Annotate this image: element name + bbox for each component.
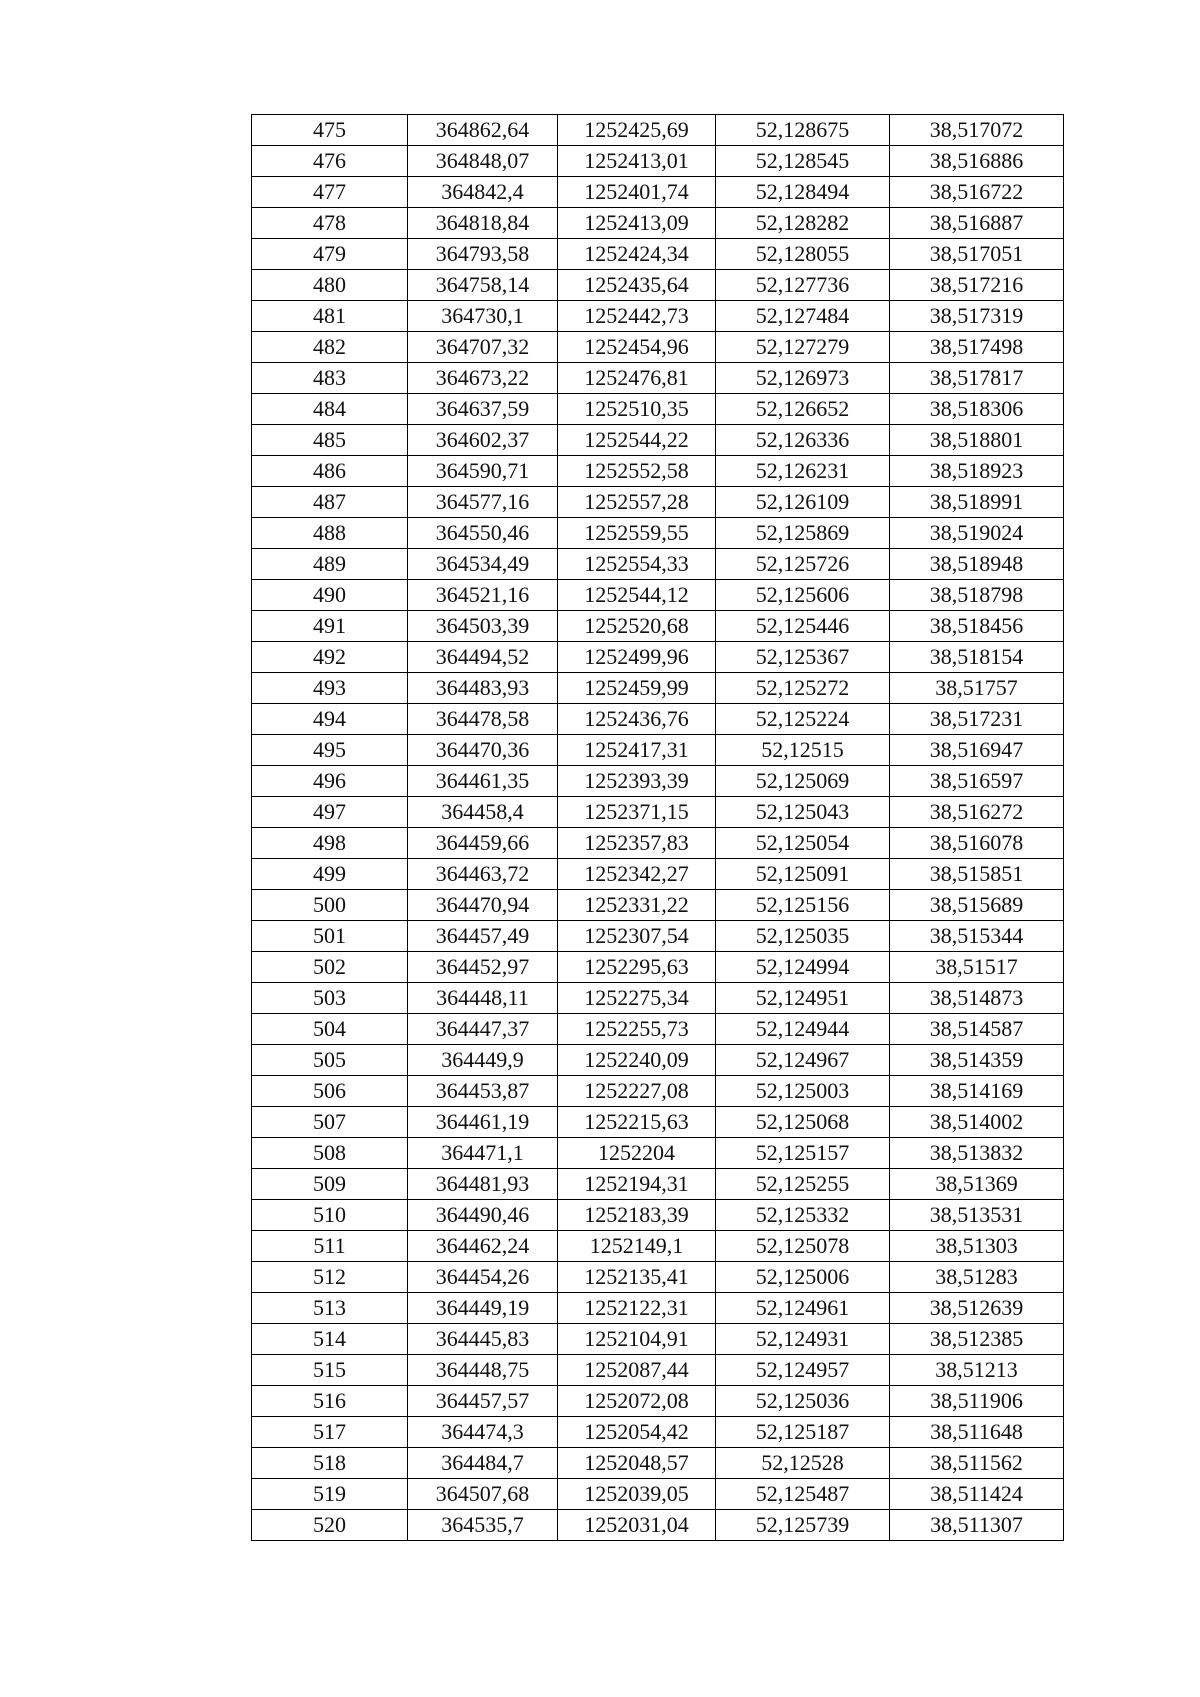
table-row	[252, 239, 1064, 270]
point-number-cell: 509	[252, 1169, 408, 1200]
x-coordinate-cell: 364470,36	[408, 735, 558, 766]
x-coordinate-cell: 364461,19	[408, 1107, 558, 1138]
latitude-cell: 52,125043	[716, 797, 890, 828]
latitude-cell: 52,125069	[716, 766, 890, 797]
point-number-cell: 497	[252, 797, 408, 828]
y-coordinate-cell: 1252393,39	[558, 766, 716, 797]
point-number-cell: 513	[252, 1293, 408, 1324]
y-coordinate-cell: 1252031,04	[558, 1510, 716, 1541]
latitude-cell: 52,126652	[716, 394, 890, 425]
table-row	[252, 859, 1064, 890]
longitude-cell: 38,518948	[890, 549, 1064, 580]
longitude-cell: 38,517817	[890, 363, 1064, 394]
longitude-cell: 38,518923	[890, 456, 1064, 487]
x-coordinate-cell: 364494,52	[408, 642, 558, 673]
x-coordinate-cell: 364458,4	[408, 797, 558, 828]
latitude-cell: 52,125367	[716, 642, 890, 673]
x-coordinate-cell: 364862,64	[408, 115, 558, 146]
y-coordinate-cell: 1252436,76	[558, 704, 716, 735]
table-row	[252, 1169, 1064, 1200]
table-row	[252, 115, 1064, 146]
latitude-cell: 52,125869	[716, 518, 890, 549]
longitude-cell: 38,512639	[890, 1293, 1064, 1324]
y-coordinate-cell: 1252204	[558, 1138, 716, 1169]
latitude-cell: 52,12528	[716, 1448, 890, 1479]
x-coordinate-cell: 364730,1	[408, 301, 558, 332]
point-number-cell: 489	[252, 549, 408, 580]
y-coordinate-cell: 1252357,83	[558, 828, 716, 859]
longitude-cell: 38,516272	[890, 797, 1064, 828]
table-row	[252, 704, 1064, 735]
table-row	[252, 921, 1064, 952]
point-number-cell: 482	[252, 332, 408, 363]
longitude-cell: 38,516597	[890, 766, 1064, 797]
point-number-cell: 496	[252, 766, 408, 797]
x-coordinate-cell: 364848,07	[408, 146, 558, 177]
table-row	[252, 611, 1064, 642]
y-coordinate-cell: 1252054,42	[558, 1417, 716, 1448]
table-row	[252, 301, 1064, 332]
table-row	[252, 890, 1064, 921]
x-coordinate-cell: 364462,24	[408, 1231, 558, 1262]
latitude-cell: 52,126336	[716, 425, 890, 456]
table-row	[252, 797, 1064, 828]
x-coordinate-cell: 364602,37	[408, 425, 558, 456]
point-number-cell: 484	[252, 394, 408, 425]
x-coordinate-cell: 364453,87	[408, 1076, 558, 1107]
latitude-cell: 52,124931	[716, 1324, 890, 1355]
y-coordinate-cell: 1252307,54	[558, 921, 716, 952]
x-coordinate-cell: 364449,19	[408, 1293, 558, 1324]
longitude-cell: 38,518798	[890, 580, 1064, 611]
table-row	[252, 1417, 1064, 1448]
longitude-cell: 38,51213	[890, 1355, 1064, 1386]
latitude-cell: 52,125446	[716, 611, 890, 642]
point-number-cell: 507	[252, 1107, 408, 1138]
latitude-cell: 52,127736	[716, 270, 890, 301]
longitude-cell: 38,516947	[890, 735, 1064, 766]
table-row	[252, 549, 1064, 580]
longitude-cell: 38,514359	[890, 1045, 1064, 1076]
x-coordinate-cell: 364445,83	[408, 1324, 558, 1355]
table-row	[252, 177, 1064, 208]
longitude-cell: 38,513531	[890, 1200, 1064, 1231]
x-coordinate-cell: 364507,68	[408, 1479, 558, 1510]
longitude-cell: 38,516722	[890, 177, 1064, 208]
table-row	[252, 425, 1064, 456]
latitude-cell: 52,127484	[716, 301, 890, 332]
y-coordinate-cell: 1252417,31	[558, 735, 716, 766]
latitude-cell: 52,125224	[716, 704, 890, 735]
x-coordinate-cell: 364590,71	[408, 456, 558, 487]
point-number-cell: 503	[252, 983, 408, 1014]
y-coordinate-cell: 1252122,31	[558, 1293, 716, 1324]
table-row	[252, 146, 1064, 177]
table-row	[252, 363, 1064, 394]
table-row	[252, 1014, 1064, 1045]
y-coordinate-cell: 1252544,12	[558, 580, 716, 611]
table-row	[252, 983, 1064, 1014]
table-row	[252, 828, 1064, 859]
point-number-cell: 490	[252, 580, 408, 611]
point-number-cell: 516	[252, 1386, 408, 1417]
table-body	[252, 115, 1064, 1541]
longitude-cell: 38,518801	[890, 425, 1064, 456]
y-coordinate-cell: 1252039,05	[558, 1479, 716, 1510]
longitude-cell: 38,514002	[890, 1107, 1064, 1138]
table-row	[252, 1045, 1064, 1076]
y-coordinate-cell: 1252048,57	[558, 1448, 716, 1479]
x-coordinate-cell: 364478,58	[408, 704, 558, 735]
latitude-cell: 52,12515	[716, 735, 890, 766]
latitude-cell: 52,125487	[716, 1479, 890, 1510]
longitude-cell: 38,511562	[890, 1448, 1064, 1479]
y-coordinate-cell: 1252499,96	[558, 642, 716, 673]
x-coordinate-cell: 364457,57	[408, 1386, 558, 1417]
longitude-cell: 38,511906	[890, 1386, 1064, 1417]
point-number-cell: 519	[252, 1479, 408, 1510]
point-number-cell: 492	[252, 642, 408, 673]
x-coordinate-cell: 364842,4	[408, 177, 558, 208]
table-row	[252, 1107, 1064, 1138]
point-number-cell: 498	[252, 828, 408, 859]
x-coordinate-cell: 364503,39	[408, 611, 558, 642]
latitude-cell: 52,128545	[716, 146, 890, 177]
point-number-cell: 515	[252, 1355, 408, 1386]
point-number-cell: 487	[252, 487, 408, 518]
y-coordinate-cell: 1252435,64	[558, 270, 716, 301]
x-coordinate-cell: 364481,93	[408, 1169, 558, 1200]
longitude-cell: 38,516078	[890, 828, 1064, 859]
y-coordinate-cell: 1252227,08	[558, 1076, 716, 1107]
longitude-cell: 38,519024	[890, 518, 1064, 549]
longitude-cell: 38,518991	[890, 487, 1064, 518]
x-coordinate-cell: 364452,97	[408, 952, 558, 983]
table-row	[252, 1262, 1064, 1293]
longitude-cell: 38,518306	[890, 394, 1064, 425]
table-row	[252, 735, 1064, 766]
table-row	[252, 1231, 1064, 1262]
latitude-cell: 52,125157	[716, 1138, 890, 1169]
table-row	[252, 394, 1064, 425]
table-row	[252, 1200, 1064, 1231]
latitude-cell: 52,125272	[716, 673, 890, 704]
point-number-cell: 520	[252, 1510, 408, 1541]
y-coordinate-cell: 1252554,33	[558, 549, 716, 580]
point-number-cell: 483	[252, 363, 408, 394]
longitude-cell: 38,515851	[890, 859, 1064, 890]
table-row	[252, 1386, 1064, 1417]
x-coordinate-cell: 364463,72	[408, 859, 558, 890]
latitude-cell: 52,125187	[716, 1417, 890, 1448]
point-number-cell: 495	[252, 735, 408, 766]
point-number-cell: 504	[252, 1014, 408, 1045]
latitude-cell: 52,124994	[716, 952, 890, 983]
longitude-cell: 38,518456	[890, 611, 1064, 642]
latitude-cell: 52,126973	[716, 363, 890, 394]
longitude-cell: 38,514873	[890, 983, 1064, 1014]
latitude-cell: 52,128494	[716, 177, 890, 208]
y-coordinate-cell: 1252459,99	[558, 673, 716, 704]
y-coordinate-cell: 1252552,58	[558, 456, 716, 487]
point-number-cell: 505	[252, 1045, 408, 1076]
table-row	[252, 1324, 1064, 1355]
point-number-cell: 479	[252, 239, 408, 270]
longitude-cell: 38,517231	[890, 704, 1064, 735]
longitude-cell: 38,513832	[890, 1138, 1064, 1169]
point-number-cell: 481	[252, 301, 408, 332]
latitude-cell: 52,125332	[716, 1200, 890, 1231]
x-coordinate-cell: 364577,16	[408, 487, 558, 518]
longitude-cell: 38,511648	[890, 1417, 1064, 1448]
y-coordinate-cell: 1252194,31	[558, 1169, 716, 1200]
latitude-cell: 52,128675	[716, 115, 890, 146]
latitude-cell: 52,125156	[716, 890, 890, 921]
latitude-cell: 52,125036	[716, 1386, 890, 1417]
latitude-cell: 52,125726	[716, 549, 890, 580]
longitude-cell: 38,512385	[890, 1324, 1064, 1355]
longitude-cell: 38,511307	[890, 1510, 1064, 1541]
point-number-cell: 517	[252, 1417, 408, 1448]
table-row	[252, 487, 1064, 518]
table-row	[252, 1293, 1064, 1324]
latitude-cell: 52,125606	[716, 580, 890, 611]
table-row	[252, 208, 1064, 239]
table-row	[252, 456, 1064, 487]
y-coordinate-cell: 1252135,41	[558, 1262, 716, 1293]
latitude-cell: 52,124961	[716, 1293, 890, 1324]
longitude-cell: 38,511424	[890, 1479, 1064, 1510]
point-number-cell: 506	[252, 1076, 408, 1107]
latitude-cell: 52,125003	[716, 1076, 890, 1107]
x-coordinate-cell: 364459,66	[408, 828, 558, 859]
longitude-cell: 38,514169	[890, 1076, 1064, 1107]
longitude-cell: 38,517072	[890, 115, 1064, 146]
latitude-cell: 52,127279	[716, 332, 890, 363]
point-number-cell: 478	[252, 208, 408, 239]
y-coordinate-cell: 1252183,39	[558, 1200, 716, 1231]
table-row	[252, 270, 1064, 301]
longitude-cell: 38,514587	[890, 1014, 1064, 1045]
longitude-cell: 38,516887	[890, 208, 1064, 239]
latitude-cell: 52,128282	[716, 208, 890, 239]
point-number-cell: 518	[252, 1448, 408, 1479]
longitude-cell: 38,517216	[890, 270, 1064, 301]
longitude-cell: 38,51369	[890, 1169, 1064, 1200]
y-coordinate-cell: 1252371,15	[558, 797, 716, 828]
x-coordinate-cell: 364535,7	[408, 1510, 558, 1541]
table-row	[252, 1479, 1064, 1510]
table-row	[252, 1355, 1064, 1386]
point-number-cell: 502	[252, 952, 408, 983]
latitude-cell: 52,124957	[716, 1355, 890, 1386]
table-row	[252, 332, 1064, 363]
longitude-cell: 38,517051	[890, 239, 1064, 270]
x-coordinate-cell: 364448,11	[408, 983, 558, 1014]
table-row	[252, 1510, 1064, 1541]
x-coordinate-cell: 364447,37	[408, 1014, 558, 1045]
y-coordinate-cell: 1252255,73	[558, 1014, 716, 1045]
y-coordinate-cell: 1252342,27	[558, 859, 716, 890]
latitude-cell: 52,125078	[716, 1231, 890, 1262]
point-number-cell: 480	[252, 270, 408, 301]
y-coordinate-cell: 1252544,22	[558, 425, 716, 456]
point-number-cell: 511	[252, 1231, 408, 1262]
y-coordinate-cell: 1252275,34	[558, 983, 716, 1014]
longitude-cell: 38,517319	[890, 301, 1064, 332]
point-number-cell: 476	[252, 146, 408, 177]
latitude-cell: 52,125054	[716, 828, 890, 859]
point-number-cell: 493	[252, 673, 408, 704]
x-coordinate-cell: 364793,58	[408, 239, 558, 270]
y-coordinate-cell: 1252424,34	[558, 239, 716, 270]
longitude-cell: 38,516886	[890, 146, 1064, 177]
y-coordinate-cell: 1252425,69	[558, 115, 716, 146]
table-row	[252, 642, 1064, 673]
longitude-cell: 38,515689	[890, 890, 1064, 921]
point-number-cell: 500	[252, 890, 408, 921]
longitude-cell: 38,517498	[890, 332, 1064, 363]
table-row	[252, 766, 1064, 797]
x-coordinate-cell: 364637,59	[408, 394, 558, 425]
x-coordinate-cell: 364758,14	[408, 270, 558, 301]
latitude-cell: 52,128055	[716, 239, 890, 270]
point-number-cell: 499	[252, 859, 408, 890]
latitude-cell: 52,125739	[716, 1510, 890, 1541]
y-coordinate-cell: 1252413,01	[558, 146, 716, 177]
latitude-cell: 52,125035	[716, 921, 890, 952]
y-coordinate-cell: 1252557,28	[558, 487, 716, 518]
y-coordinate-cell: 1252072,08	[558, 1386, 716, 1417]
longitude-cell: 38,51283	[890, 1262, 1064, 1293]
point-number-cell: 491	[252, 611, 408, 642]
x-coordinate-cell: 364673,22	[408, 363, 558, 394]
y-coordinate-cell: 1252331,22	[558, 890, 716, 921]
latitude-cell: 52,124967	[716, 1045, 890, 1076]
table-row	[252, 580, 1064, 611]
table-row	[252, 518, 1064, 549]
latitude-cell: 52,126231	[716, 456, 890, 487]
y-coordinate-cell: 1252149,1	[558, 1231, 716, 1262]
latitude-cell: 52,125006	[716, 1262, 890, 1293]
longitude-cell: 38,51303	[890, 1231, 1064, 1262]
point-number-cell: 488	[252, 518, 408, 549]
latitude-cell: 52,125091	[716, 859, 890, 890]
y-coordinate-cell: 1252240,09	[558, 1045, 716, 1076]
y-coordinate-cell: 1252520,68	[558, 611, 716, 642]
x-coordinate-cell: 364461,35	[408, 766, 558, 797]
y-coordinate-cell: 1252104,91	[558, 1324, 716, 1355]
x-coordinate-cell: 364534,49	[408, 549, 558, 580]
point-number-cell: 510	[252, 1200, 408, 1231]
longitude-cell: 38,51517	[890, 952, 1064, 983]
x-coordinate-cell: 364454,26	[408, 1262, 558, 1293]
longitude-cell: 38,515344	[890, 921, 1064, 952]
table-row	[252, 1448, 1064, 1479]
point-number-cell: 508	[252, 1138, 408, 1169]
coordinates-table	[251, 114, 1064, 1541]
point-number-cell: 485	[252, 425, 408, 456]
x-coordinate-cell: 364457,49	[408, 921, 558, 952]
table-row	[252, 952, 1064, 983]
y-coordinate-cell: 1252215,63	[558, 1107, 716, 1138]
latitude-cell: 52,125068	[716, 1107, 890, 1138]
point-number-cell: 494	[252, 704, 408, 735]
x-coordinate-cell: 364483,93	[408, 673, 558, 704]
x-coordinate-cell: 364521,16	[408, 580, 558, 611]
point-number-cell: 514	[252, 1324, 408, 1355]
x-coordinate-cell: 364470,94	[408, 890, 558, 921]
x-coordinate-cell: 364818,84	[408, 208, 558, 239]
latitude-cell: 52,124944	[716, 1014, 890, 1045]
point-number-cell: 486	[252, 456, 408, 487]
longitude-cell: 38,518154	[890, 642, 1064, 673]
point-number-cell: 512	[252, 1262, 408, 1293]
latitude-cell: 52,125255	[716, 1169, 890, 1200]
table-row	[252, 1138, 1064, 1169]
point-number-cell: 477	[252, 177, 408, 208]
longitude-cell: 38,51757	[890, 673, 1064, 704]
y-coordinate-cell: 1252087,44	[558, 1355, 716, 1386]
point-number-cell: 475	[252, 115, 408, 146]
latitude-cell: 52,124951	[716, 983, 890, 1014]
x-coordinate-cell: 364707,32	[408, 332, 558, 363]
y-coordinate-cell: 1252454,96	[558, 332, 716, 363]
table-row	[252, 673, 1064, 704]
y-coordinate-cell: 1252442,73	[558, 301, 716, 332]
point-number-cell: 501	[252, 921, 408, 952]
x-coordinate-cell: 364550,46	[408, 518, 558, 549]
latitude-cell: 52,126109	[716, 487, 890, 518]
y-coordinate-cell: 1252295,63	[558, 952, 716, 983]
table-row	[252, 1076, 1064, 1107]
y-coordinate-cell: 1252559,55	[558, 518, 716, 549]
y-coordinate-cell: 1252413,09	[558, 208, 716, 239]
y-coordinate-cell: 1252401,74	[558, 177, 716, 208]
y-coordinate-cell: 1252476,81	[558, 363, 716, 394]
x-coordinate-cell: 364474,3	[408, 1417, 558, 1448]
x-coordinate-cell: 364448,75	[408, 1355, 558, 1386]
x-coordinate-cell: 364490,46	[408, 1200, 558, 1231]
x-coordinate-cell: 364449,9	[408, 1045, 558, 1076]
x-coordinate-cell: 364471,1	[408, 1138, 558, 1169]
x-coordinate-cell: 364484,7	[408, 1448, 558, 1479]
y-coordinate-cell: 1252510,35	[558, 394, 716, 425]
